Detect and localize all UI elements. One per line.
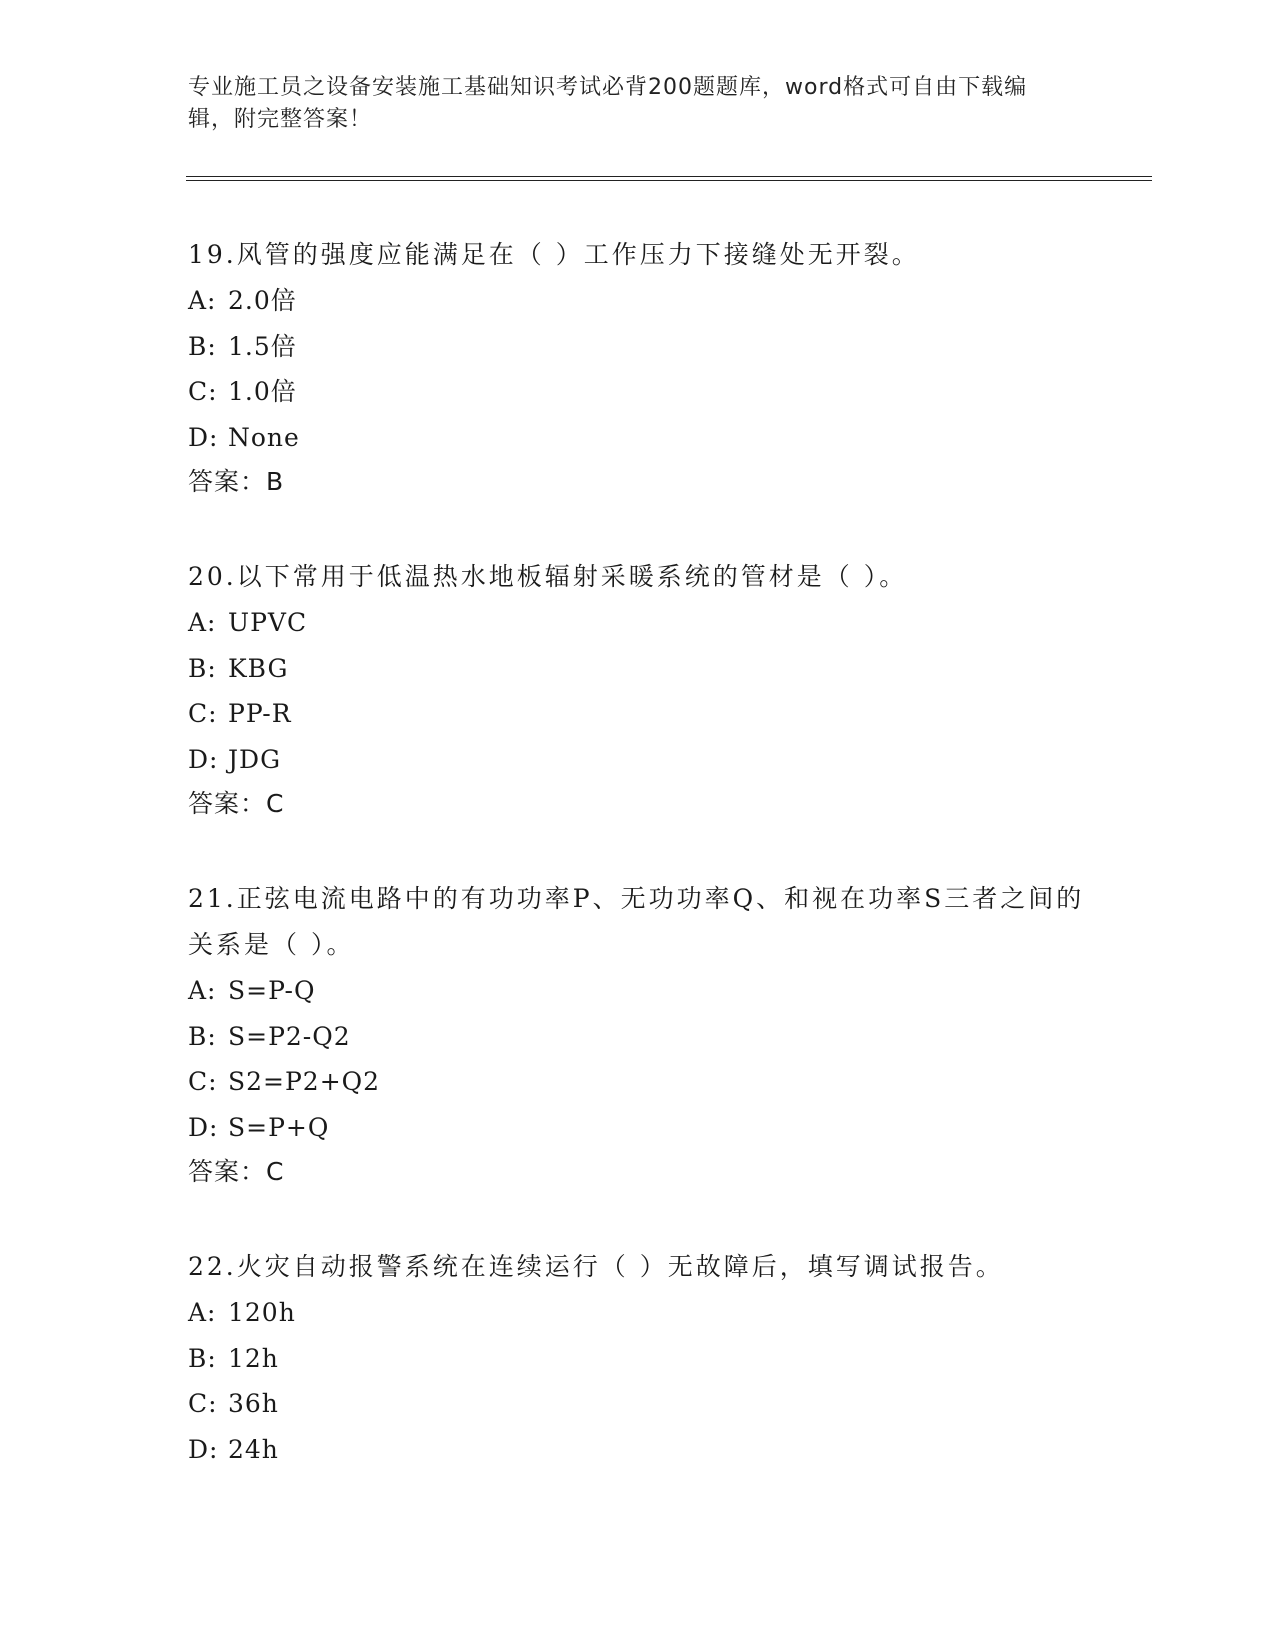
option-d	[188, 737, 1088, 783]
option-c	[188, 1059, 1088, 1105]
option-text: S=P2-Q2	[228, 1021, 351, 1051]
option-letter: B:	[188, 1021, 217, 1051]
option-letter: C:	[188, 1067, 218, 1096]
option-text: UPVC	[228, 608, 308, 637]
option-letter: A:	[188, 608, 217, 637]
question-21	[188, 876, 1088, 1194]
option-a	[188, 278, 1088, 324]
option-letter: D:	[188, 1112, 219, 1142]
option-letter: A:	[188, 976, 217, 1005]
question-stem: 19.风管的强度应能满足在（ ）工作压力下接缝处无开裂。	[188, 240, 920, 269]
option-b	[188, 1336, 1088, 1382]
question-list	[188, 232, 1088, 1522]
question-stem: 21.正弦电流电路中的有功功率P、无功功率Q、和视在功率S三者之间的关系是（ ）。	[188, 884, 1085, 959]
option-text: JDG	[228, 744, 282, 774]
document-title: 专业施工员之设备安装施工基础知识考试必背200题题库，word格式可自由下载编辑，附完整答案！	[188, 75, 1028, 132]
option-b	[188, 1014, 1088, 1060]
question-stem: 20.以下常用于低温热水地板辐射采暖系统的管材是（ ）。	[188, 562, 908, 591]
option-d	[188, 415, 1088, 461]
option-c	[188, 691, 1088, 737]
option-letter: D:	[188, 1434, 219, 1464]
option-letter: D:	[188, 422, 219, 452]
answer-label: 答案：C	[188, 1157, 285, 1186]
option-letter: B:	[188, 1343, 217, 1373]
option-letter: B:	[188, 653, 217, 683]
answer-label: 答案：B	[188, 467, 285, 496]
option-text: PP-R	[228, 699, 292, 728]
option-letter: C:	[188, 699, 218, 728]
option-text: S2=P2+Q2	[228, 1067, 381, 1096]
option-letter: B:	[188, 331, 217, 361]
option-a	[188, 1290, 1088, 1336]
question-19	[188, 232, 1088, 504]
option-c	[188, 369, 1088, 415]
option-letter: C:	[188, 377, 218, 406]
option-text: 1.5倍	[228, 331, 297, 361]
option-text: 36h	[228, 1389, 279, 1418]
option-b	[188, 646, 1088, 692]
option-c	[188, 1381, 1088, 1427]
header-divider	[186, 176, 1152, 181]
option-text: S=P+Q	[228, 1112, 330, 1142]
option-d	[188, 1105, 1088, 1151]
option-a	[188, 968, 1088, 1014]
option-text: 12h	[228, 1343, 279, 1373]
option-letter: A:	[188, 286, 217, 315]
option-letter: C:	[188, 1389, 218, 1418]
question-22	[188, 1244, 1088, 1472]
option-text: 24h	[228, 1434, 279, 1464]
option-text: 120h	[228, 1298, 296, 1327]
option-letter: A:	[188, 1298, 217, 1327]
option-d	[188, 1427, 1088, 1473]
question-20	[188, 554, 1088, 826]
option-text: 2.0倍	[228, 286, 297, 315]
option-text: S=P-Q	[228, 976, 316, 1005]
question-stem: 22.火灾自动报警系统在连续运行（ ）无故障后，填写调试报告。	[188, 1252, 1004, 1281]
option-text: 1.0倍	[228, 377, 297, 406]
option-text: None	[228, 422, 300, 452]
option-b	[188, 324, 1088, 370]
option-text: KBG	[228, 653, 289, 683]
option-a	[188, 600, 1088, 646]
answer-label: 答案：C	[188, 789, 285, 818]
option-letter: D:	[188, 744, 219, 774]
